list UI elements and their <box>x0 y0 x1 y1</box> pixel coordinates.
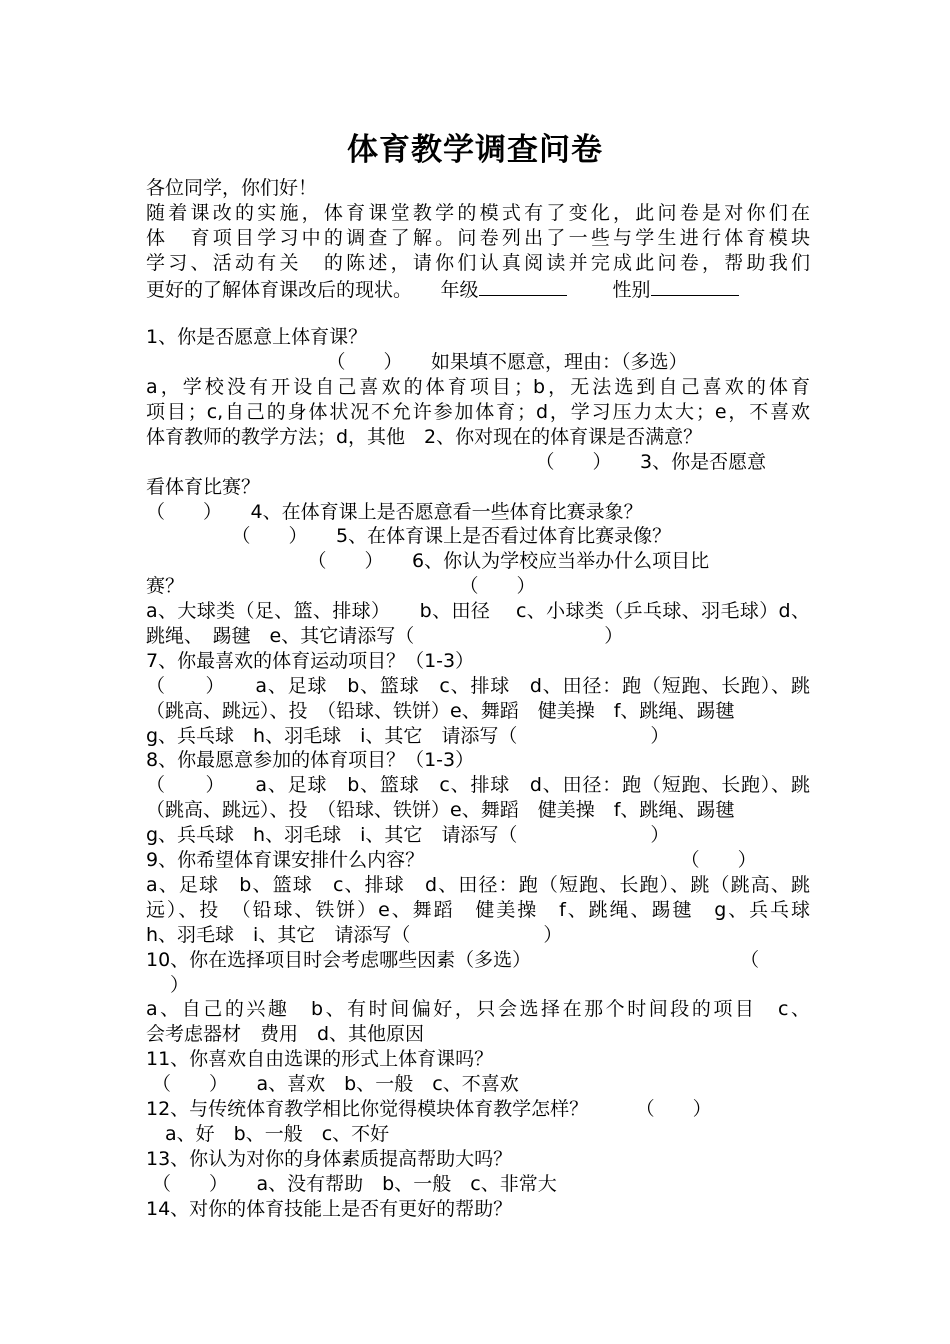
text-line: 体 育项目学习中的调查了解。问卷列出了一些与学生进行体育模块 <box>146 226 810 249</box>
question-line: 11、你喜欢自由选课的形式上体育课吗？ <box>146 1048 494 1071</box>
option-line: （ ） a、足球 b、篮球 c、排球 d、田径：跑（短跑、长跑）、跳 <box>146 774 810 797</box>
grade-blank[interactable] <box>479 276 567 296</box>
question-line: （ ） 5、在体育课上是否看过体育比赛录像？ <box>146 525 672 548</box>
option-line: h、羽毛球 i、其它 请添写（ ） <box>146 923 563 946</box>
option-line: （ ） a、喜欢 b、一般 c、不喜欢 <box>146 1073 519 1096</box>
option-line: （ ） a、没有帮助 b、一般 c、非常大 <box>146 1172 557 1195</box>
option-line: g、兵乓球 h、羽毛球 i、其它 请添写（ ） <box>146 824 670 847</box>
question-line: 1、你是否愿意上体育课？ <box>146 326 368 349</box>
question-line: 7、你最喜欢的体育运动项目？（1-3） <box>146 649 475 672</box>
question-line: 9、你希望体育课安排什么内容？ （ ） <box>146 849 757 872</box>
option-line: g、兵乓球 h、羽毛球 i、其它 请添写（ ） <box>146 724 670 747</box>
questionnaire-body <box>146 176 810 1221</box>
gender-label: 性别 <box>612 278 651 301</box>
option-line: 会考虑器材 费用 d、其他原因 <box>146 1023 425 1046</box>
option-line: （跳高、跳远）、投 （铅球、铁饼）e、舞蹈 健美操 f、跳绳、踢毽 <box>146 699 735 722</box>
text-line: 更好的了解体育课改后的现状。 年级 <box>146 278 479 301</box>
question-line: 13、你认为对你的身体素质提高帮助大吗？ <box>146 1147 513 1170</box>
question-line: 12、与传统体育教学相比你觉得模块体育教学怎样？ （ ） <box>146 1097 712 1120</box>
blank-line <box>146 300 810 325</box>
option-line: （跳高、跳远）、投 （铅球、铁饼）e、舞蹈 健美操 f、跳绳、踢毽 <box>146 799 735 822</box>
question-line: 14、对你的体育技能上是否有更好的帮助？ <box>146 1197 513 1220</box>
option-line: （ ） a、足球 b、篮球 c、排球 d、田径：跑（短跑、长跑）、跳 <box>146 674 810 697</box>
text-line: 各位同学，你们好！ <box>146 177 318 199</box>
page-title: 体育教学调查问卷 <box>347 132 603 168</box>
option-line: a、自己的兴趣 b、有时间偏好，只会选择在那个时间段的项目 c、 <box>146 998 810 1021</box>
option-line: a、大球类（足、篮、排球） b、田径 c、小球类（乒乓球、羽毛球）d、 <box>146 600 810 623</box>
text-line-grade-gender <box>146 276 810 301</box>
option-line: 跳绳、 踢毽 e、其它请添写（ ） <box>146 625 624 648</box>
text-line: 学习、活动有关 的陈述，请你们认真阅读并完成此问卷，帮助我们 <box>146 251 810 274</box>
question-line: 10、你在选择项目时会考虑哪些因素（多选） （ <box>146 948 760 971</box>
question-line: （ ） 4、在体育课上是否愿意看一些体育比赛录象？ <box>146 500 643 523</box>
option-line: 体育教师的教学方法；d，其他 2、你对现在的体育课是否满意？ <box>146 425 703 448</box>
option-line: 项目；c,自己的身体状况不允许参加体育；d，学习压力太大；e，不喜欢 <box>146 401 810 424</box>
option-line: a，学校没有开设自己喜欢的体育项目；b，无法选到自己喜欢的体育 <box>146 376 810 399</box>
answer-line: （ ） 3、你是否愿意 <box>146 450 767 473</box>
text-line: 随着课改的实施，体育课堂教学的模式有了变化，此问卷是对你们在 <box>146 201 810 224</box>
question-line: 看体育比赛？ <box>146 475 261 498</box>
gender-blank[interactable] <box>651 276 739 296</box>
question-line: 8、你最愿意参加的体育项目？（1-3） <box>146 749 475 772</box>
option-line: a、好 b、一般 c、不好 <box>146 1122 390 1145</box>
option-line: a、足球 b、篮球 c、排球 d、田径：跑（短跑、长跑）、跳（跳高、跳 <box>146 873 810 896</box>
answer-line: ） <box>170 973 190 996</box>
answer-line: 赛？ （ ） <box>146 575 536 598</box>
answer-line: （ ） 如果填不愿意，理由：（多选） <box>146 351 688 374</box>
option-line: 远）、投 （铅球、铁饼）e、舞蹈 健美操 f、跳绳、踢毽 g、兵乓球 <box>146 898 810 921</box>
question-line: （ ） 6、你认为学校应当举办什么项目比 <box>146 550 710 573</box>
